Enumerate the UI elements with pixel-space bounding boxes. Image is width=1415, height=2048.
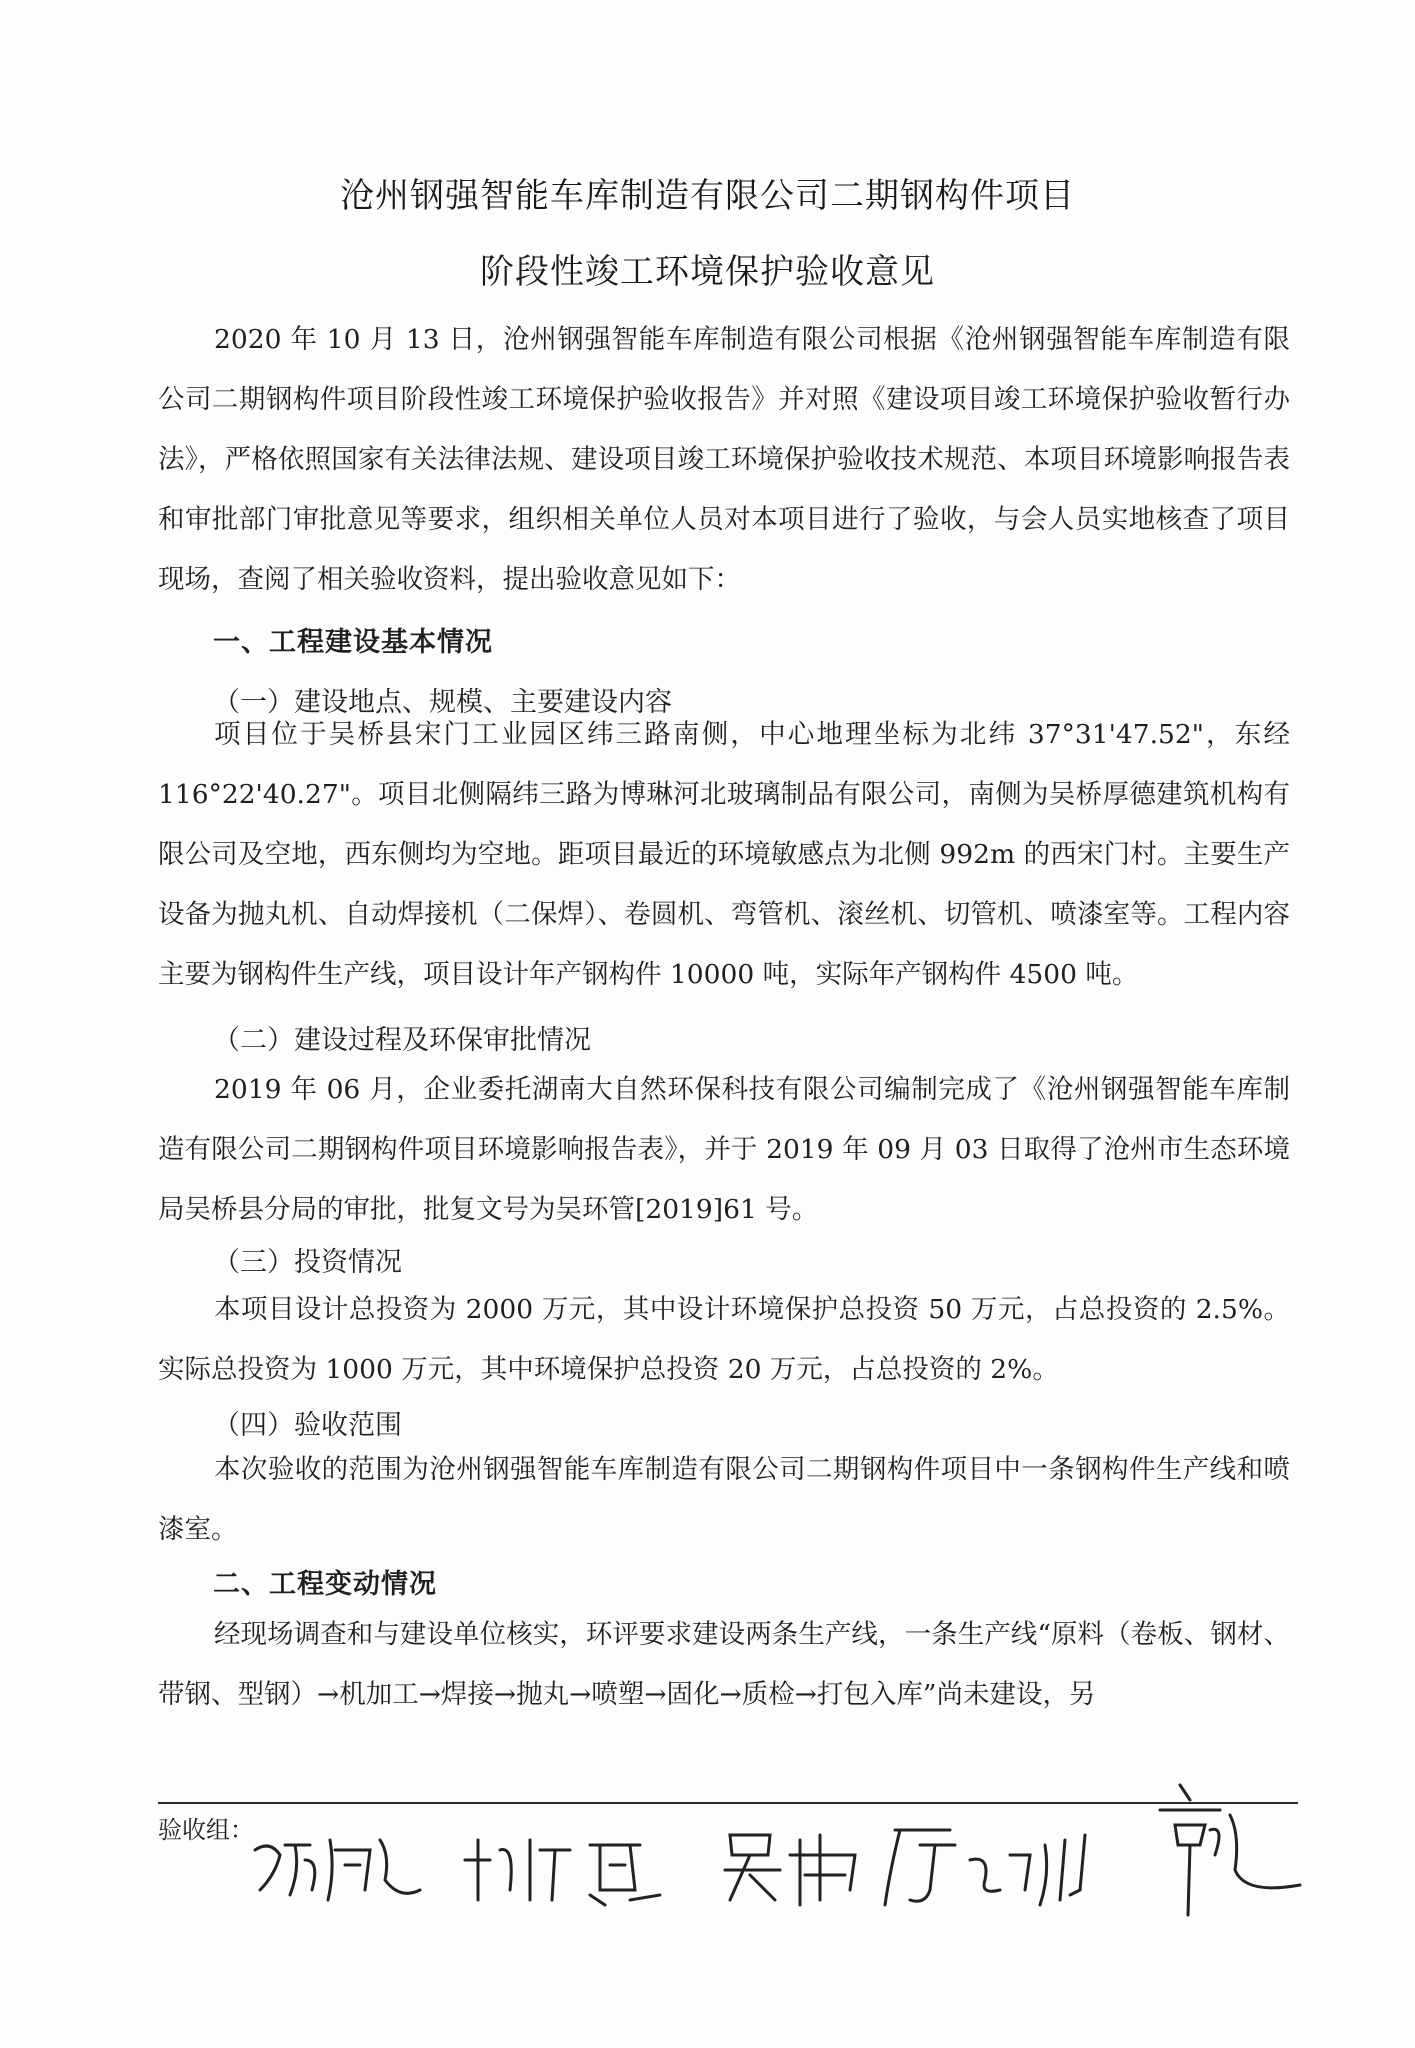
signature-5 (1150, 1775, 1320, 1925)
section1-sub3-heading: （三）投资情况 (213, 1247, 402, 1278)
section1-sub4-heading: （四）验收范围 (213, 1410, 402, 1441)
section2-text: 经现场调查和与建设单位核实，环评要求建设两条生产线，一条生产线“原料（卷板、钢材、带钢、型钢）→机加工→焊接→抛丸→喷塑→固化→质检→打包入库”尚未建设，另 (158, 1619, 1290, 1710)
section1-sub2-heading: （二）建设过程及环保审批情况 (213, 1025, 591, 1056)
signature-1 (250, 1820, 430, 1910)
footer-rule (158, 1802, 1298, 1804)
section2-heading: 二、工程变动情况 (213, 1569, 437, 1600)
signature-3 (720, 1820, 870, 1910)
document-title-line2: 阶段性竣工环境保护验收意见 (480, 252, 935, 292)
section1-sub4-text: 本次验收的范围为沧州钢强智能车库制造有限公司二期钢构件项目中一条钢构件生产线和喷漆室。 (158, 1454, 1290, 1545)
section1-sub1-heading: （一）建设地点、规模、主要建设内容 (213, 687, 672, 718)
section1-sub2-text: 2019 年 06 月，企业委托湖南大自然环保科技有限公司编制完成了《沧州钢强智能车库制造有限公司二期钢构件项目环境影响报告表》，并于 2019 年 09 月 03 日取得了沧州市生态环境局吴桥县分局的审批，批复文号为吴环管[2019]61 号。 (158, 1074, 1290, 1225)
intro-paragraph: 2020 年 10 月 13 日，沧州钢强智能车库制造有限公司根据《沧州钢强智能车库制造有限公司二期钢构件项目阶段性竣工环境保护验收报告》并对照《建设项目竣工环境保护验收暂行办法》，严格依照国家有关法律法规、建设项目竣工环境保护验收技术规范、本项目环境影响报告表和审批部门审批意见等要求，组织相关单位人员对本项目进行了验收，与会人员实地核查了项目现场，查阅了相关验收资料，提出验收意见如下： (158, 324, 1290, 595)
acceptance-group-label: 验收组： (158, 1816, 254, 1844)
section1-sub3-text: 本项目设计总投资为 2000 万元，其中设计环境保护总投资 50 万元，占总投资的 2.5%。实际总投资为 1000 万元，其中环境保护总投资 20 万元，占总投资的 2%。 (158, 1294, 1290, 1385)
document-title-line1: 沧州钢强智能车库制造有限公司二期钢构件项目 (340, 176, 1075, 216)
signature-4 (880, 1820, 1110, 1910)
section1-sub1-text: 项目位于吴桥县宋门工业园区纬三路南侧，中心地理坐标为北纬 37°31'47.52"，东经 116°22'40.27"。项目北侧隔纬三路为博琳河北玻璃制品有限公司，南侧为吴桥厚德建筑机构有限公司及空地，西东侧均为空地。距项目最近的环境敏感点为北侧 992m 的西宋门村。主要生产设备为抛丸机、自动焊接机（二保焊）、卷圆机、弯管机、滚丝机、切管机、喷漆室等。工程内容主要为钢构件生产线，项目设计年产钢构件 10000 吨，实际年产钢构件 4500 吨。 (158, 719, 1290, 990)
section1-heading: 一、工程建设基本情况 (213, 627, 493, 658)
signature-2 (460, 1820, 680, 1910)
